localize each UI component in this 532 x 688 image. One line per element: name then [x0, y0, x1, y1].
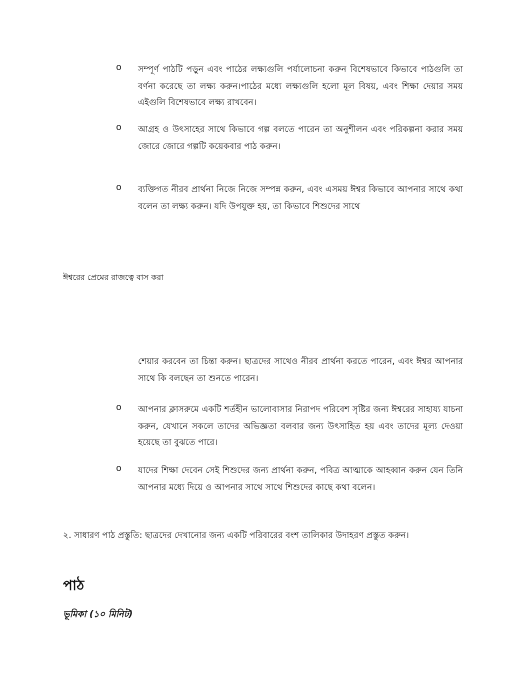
bullet-text: যাদের শিক্ষা দেবেন সেই শিশুদের জন্য প্রার্থনা করুন, পবিত্র আত্মাকে আহব্বান করুন যেন তিনি আপনার মধ্যে দিয়ে ও আপনার সাথে সাথে শিশুদের কাছে কথা বলেন। [138, 466, 463, 493]
subsection-heading: ভূমিকা (১০ মিনিট) [63, 610, 133, 620]
bullet-marker: o [116, 464, 122, 474]
continuation-paragraph: শেয়ার করবেন তা চিন্তা করুন। ছাত্রদের সাথেও নীরব প্রার্থনা করতে পারেন, এবং ঈশ্বর আপনার সাথে কি বলছেন তা শুনতে পারেন। [138, 357, 463, 384]
bullet-marker: o [116, 403, 122, 413]
section-heading: পাঠ [63, 578, 85, 594]
prep-bullet-read-lesson [118, 62, 463, 112]
bullet-marker: o [116, 123, 122, 133]
bullet-marker: o [116, 63, 122, 73]
prep-bullet-pray-for-children [118, 463, 463, 496]
bullet-marker: o [116, 183, 122, 193]
bullet-text: আপনার ক্লাসরুমে একটি শর্তহীন ভালোবাসার নিরাপদ পরিবেশ সৃষ্টির জন্য ঈশ্বরের সাহায্য যাচনা করুন, যেখানে সকলে তাদের অভিজ্ঞতা বলবার জন্য উৎসাহিত হয় এবং তাদের মূল্য দেওয়া হয়েছে তা বুঝতে পারে। [138, 405, 463, 448]
numbered-item-general-prep: ২. সাধারণ পাঠ প্রস্তুতি: ছাত্রদের দেখানোর জন্য একটি পরিবারের বংশ তালিকার উদাহরণ প্রস্তুত করুন। [63, 531, 409, 541]
prep-bullet-safe-environment [118, 402, 463, 452]
page-header-line: ঈশ্বরের প্রেমের রাজত্বে বাস করা [63, 273, 164, 282]
prep-bullet-practice-story [118, 122, 463, 155]
prep-bullet-silent-prayer [118, 182, 463, 215]
bullet-text: সম্পূর্ণ পাঠটি পড়ুন এবং পাঠের লক্ষ্যগুলি পর্যালোচনা করুন বিশেষভাবে কিভাবে পাঠগুলি তা বর্ণনা করেছে তা লক্ষ্য করুন।পাঠের মধ্যে লক্ষ্যগুলি হলো মূল বিষয়, এবং শিক্ষা দেয়ার সময় এইগুলি বিশেষভাবে লক্ষ্য রাখবেন। [138, 65, 463, 108]
bullet-text: ব্যক্তিগত নীরব প্রার্থনা নিজে নিজে সম্পন্ন করুন, এবং এসময় ঈশ্বর কিভাবে আপনার সাথে কথা বলেন তা লক্ষ্য করুন। যদি উপযুক্ত হয়, তা কিভাবে শিশুদের সাথে [138, 185, 463, 212]
bullet-text: আগ্রহ ও উৎসাহের সাথে কিভাবে গল্প বলতে পারেন তা অনুশীলন এবং পরিকল্পনা করার সময় জোরে জোরে গল্পটি কয়েকবার পাঠ করুন। [138, 125, 463, 152]
